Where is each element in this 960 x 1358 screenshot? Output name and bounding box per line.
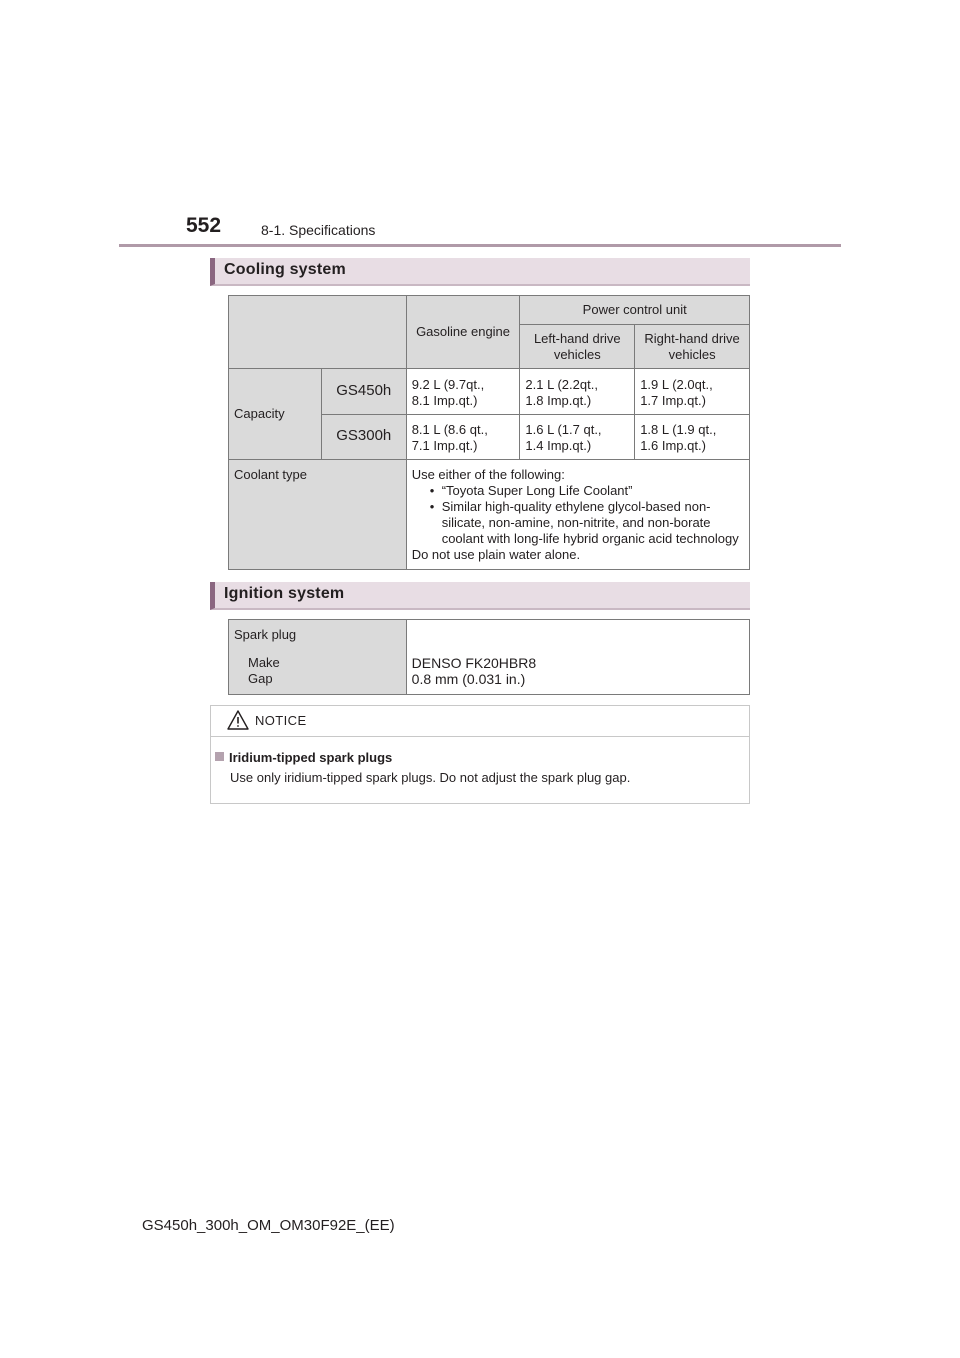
- notice-box: [210, 705, 750, 804]
- gap-value: 0.8 mm (0.031 in.): [411, 671, 526, 687]
- coolant-option: • Similar high-quality ethylene glycol-based non-silicate, non-amine, non-nitrite, and non-borate coolant with long-life hybrid organic acid technology: [412, 499, 743, 547]
- notice-item-text: Use only iridium-tipped spark plugs. Do not adjust the spark plug gap.: [230, 770, 631, 785]
- coolant-options: [412, 483, 743, 547]
- coolant-note: Do not use plain water alone.: [411, 547, 581, 562]
- document-footer: GS450h_300h_OM_OM30F92E_(EE): [142, 1217, 395, 1234]
- warning-icon: [227, 709, 249, 731]
- lhd-header: Left-hand drive vehicles: [520, 325, 635, 369]
- rhd-header: Right-hand drive vehicles: [635, 325, 750, 369]
- gs450h-lhd-value: 2.1 L (2.2qt., 1.8 Imp.qt.): [520, 369, 635, 415]
- cooling-system-heading: [210, 258, 750, 286]
- make-label: Make: [248, 655, 280, 670]
- gs300h-lhd-value: 1.6 L (1.7 qt., 1.4 Imp.qt.): [520, 415, 635, 460]
- coolant-intro: Use either of the following:: [411, 467, 565, 482]
- notice-label: NOTICE: [255, 713, 307, 728]
- spark-plug-value-cell: [406, 620, 749, 695]
- model-gs300h: GS300h: [321, 415, 406, 460]
- notice-item-title: Iridium-tipped spark plugs: [215, 750, 392, 765]
- make-value: DENSO FK20HBR8: [411, 655, 537, 671]
- square-bullet-icon: [215, 752, 224, 761]
- page-number: 552: [186, 214, 222, 237]
- ignition-system-table: [228, 619, 750, 695]
- gs300h-rhd-value: 1.8 L (1.9 qt., 1.6 Imp.qt.): [635, 415, 750, 460]
- section-title: 8-1. Specifications: [261, 222, 376, 238]
- gs450h-gasoline-value: 9.2 L (9.7qt., 8.1 Imp.qt.): [406, 369, 520, 415]
- model-gs450h: GS450h: [321, 369, 406, 415]
- capacity-label: Capacity: [229, 369, 322, 460]
- spark-plug-label-cell: [229, 620, 407, 695]
- gs450h-rhd-value: 1.9 L (2.0qt., 1.7 Imp.qt.): [635, 369, 750, 415]
- coolant-option: • “Toyota Super Long Life Coolant”: [412, 483, 743, 499]
- gasoline-engine-header: Gasoline engine: [406, 296, 520, 369]
- gs300h-gasoline-value: 8.1 L (8.6 qt., 7.1 Imp.qt.): [406, 415, 520, 460]
- notice-header: [211, 706, 749, 737]
- table-corner-cell: [229, 296, 407, 369]
- ignition-system-heading: [210, 582, 750, 610]
- spark-plug-label: Spark plug: [234, 627, 297, 642]
- power-control-unit-header: Power control unit: [520, 296, 750, 325]
- gap-label: Gap: [248, 671, 273, 686]
- coolant-type-label: Coolant type: [229, 460, 407, 570]
- coolant-type-value: [406, 460, 749, 570]
- cooling-system-title: Cooling system: [224, 261, 346, 278]
- cooling-system-table: [228, 295, 750, 570]
- header-divider: [119, 244, 841, 247]
- ignition-system-title: Ignition system: [224, 585, 345, 602]
